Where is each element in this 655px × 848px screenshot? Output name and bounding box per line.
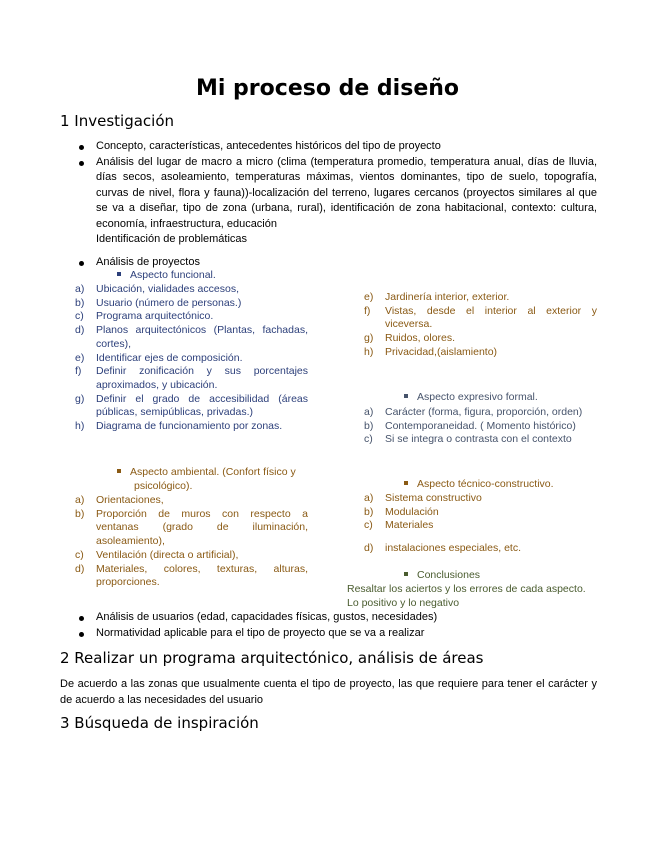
list-item: b) Contemporaneidad. ( Momento histórico) <box>364 419 576 432</box>
bullet-icon <box>79 261 84 266</box>
bullet-icon <box>79 145 84 150</box>
list-item: Concepto, características, antecedentes históricos del tipo de proyecto <box>96 139 597 155</box>
expresivo-heading: Aspecto expresivo formal. <box>404 391 538 403</box>
list-item: Identificación de problemáticas <box>96 233 248 245</box>
ambiental-continued-list <box>364 291 597 360</box>
list-item: d) Planos arquitectónicos (Plantas, fachadas, cortes), <box>75 324 308 350</box>
list-item: c) Si se integra o contrasta con el contexto <box>364 433 572 446</box>
investigation-list <box>96 139 597 248</box>
square-bullet-icon <box>404 572 408 576</box>
list-item: c) Programa arquitectónico. <box>75 310 214 323</box>
list-item: a) Orientaciones, <box>75 494 164 506</box>
list-item: f) Vistas, desde el interior al exterior y viceversa. <box>364 304 597 331</box>
bullet-icon <box>79 161 84 166</box>
list-item: d) Materiales, colores, texturas, alturas, proporciones. <box>75 562 308 589</box>
ambiental-heading: Aspecto ambiental. (Confort físico y psicológico). <box>117 466 326 493</box>
list-item: e) Identificar ejes de composición. <box>75 351 243 364</box>
expresivo-list <box>364 406 604 447</box>
bullet-icon <box>79 616 84 621</box>
list-item: h) Privacidad,(aislamiento) <box>364 345 498 358</box>
list-item: h) Diagrama de funcionamiento por zonas. <box>75 420 283 433</box>
list-item: c) Materiales <box>364 519 434 532</box>
square-bullet-icon <box>117 469 121 473</box>
list-item: Análisis de proyectos <box>96 255 396 271</box>
section-2-heading: 2 Realizar un programa arquitectónico, análisis de áreas <box>60 649 484 667</box>
list-item: d) instalaciones especiales, etc. <box>364 542 521 555</box>
list-item: b) Proporción de muros con respecto a ventanas (grado de iluminación, asoleamiento), <box>75 507 308 548</box>
list-item: a) Ubicación, vialidades accesos, <box>75 283 239 295</box>
conclusiones-text: Resaltar los aciertos y los errores de cada aspecto. Lo positivo y lo negativo <box>347 583 586 609</box>
square-bullet-icon <box>117 272 121 276</box>
list-item: c) Ventilación (directa o artificial), <box>75 548 239 561</box>
list-item: a) Sistema constructivo <box>364 492 482 504</box>
funcional-heading: Aspecto funcional. <box>117 269 216 281</box>
list-item: g) Ruidos, olores. <box>364 332 456 345</box>
square-bullet-icon <box>404 481 408 485</box>
tecnico-list <box>364 492 604 556</box>
list-item: Normatividad aplicable para el tipo de proyecto que se va a realizar <box>96 626 597 642</box>
section-1-heading: 1 Investigación <box>60 112 175 130</box>
tecnico-heading: Aspecto técnico-constructivo. <box>404 478 554 490</box>
square-bullet-icon <box>404 394 408 398</box>
bullet-icon <box>79 632 84 637</box>
list-item: a) Carácter (forma, figura, proporción, orden) <box>364 406 583 418</box>
list-item: f) Definir zonificación y sus porcentajes aproximados, y ubicación. <box>75 365 308 391</box>
list-item: b) Modulación <box>364 505 439 518</box>
conclusiones-heading: Conclusiones <box>404 569 480 581</box>
list-item: g) Definir el grado de accesibilidad (áreas públicas, semipúblicas, privadas.) <box>75 392 308 419</box>
list-item: b) Usuario (número de personas.) <box>75 296 242 309</box>
list-item: Análisis del lugar de macro a micro (clima (temperatura promedio, temperatura anual, días de lluvia, días secos, asoleamiento, temperaturas máximas, vientos dominantes, tipo de suelo, topografía, curvas de nivel, flora y fauna))-localización del terreno, lugares cercanos (proyectos similares al que se va a diseñar, tipo de zona (urbana, rural), identificación de zona habitacional, contexto: cultura, economía, infraestructura, educación <box>96 155 597 233</box>
ambiental-list <box>75 494 308 590</box>
list-item: e) Jardinería interior, exterior. <box>364 291 510 303</box>
page-title: Mi proceso de diseño <box>195 76 460 101</box>
section-2-text: De acuerdo a las zonas que usualmente cuenta el tipo de proyecto, las que requiere para tener el carácter y de acuerdo a las necesidades del usuario <box>60 678 597 706</box>
list-item: Análisis de usuarios (edad, capacidades físicas, gustos, necesidades) <box>96 610 597 626</box>
users-norms-list <box>96 610 597 641</box>
section-3-heading: 3 Búsqueda de inspiración <box>60 714 259 732</box>
funcional-list <box>75 283 308 434</box>
